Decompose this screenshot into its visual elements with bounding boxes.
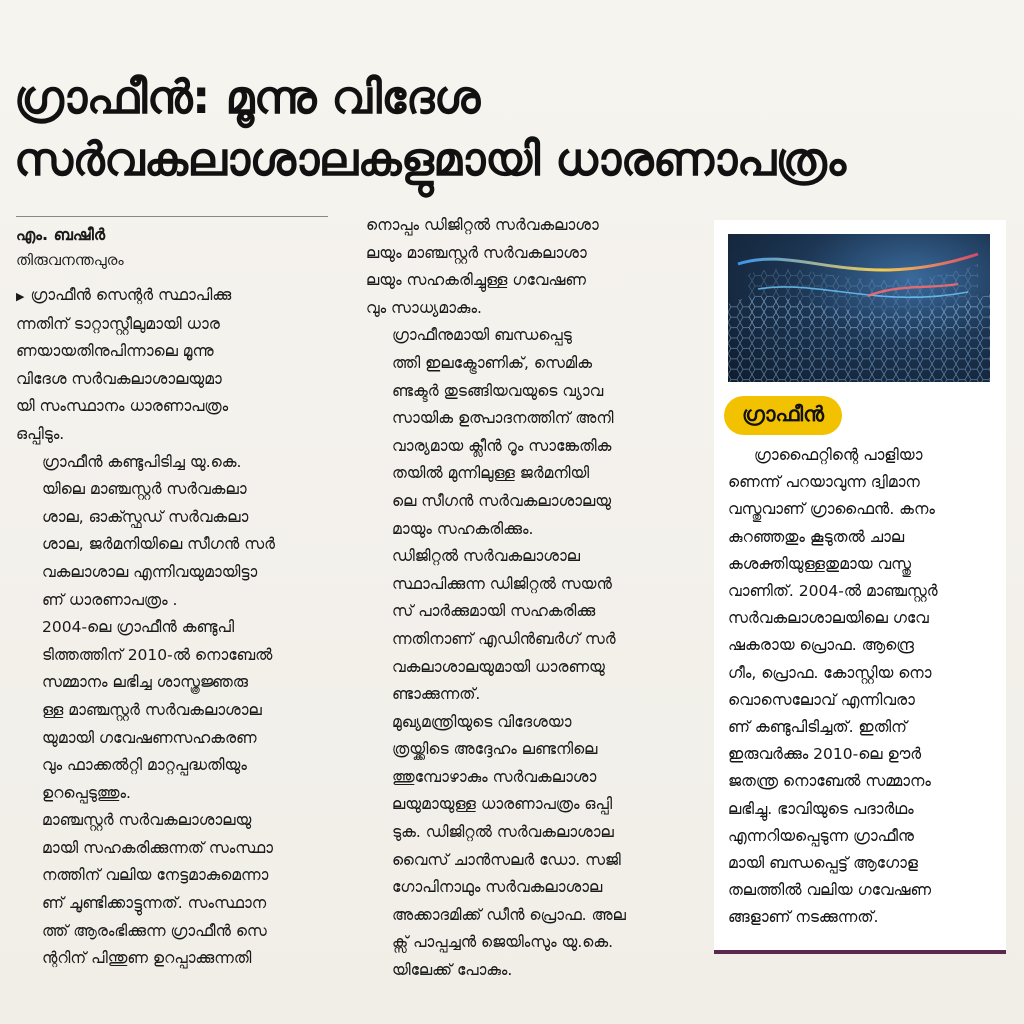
paragraph	[366, 543, 688, 709]
text-line: വൈസ് ചാൻസലർ ഡോ. സജി	[392, 850, 621, 869]
text-line: ണ്ടാക്കുന്നത്.	[392, 685, 481, 704]
text-line: ണ്ടക്ടർ തുടങ്ങിയവയുടെ വ്യാവ	[392, 381, 604, 400]
text-line: ങ്ങളാണ് നടക്കുന്നത്.	[728, 908, 879, 927]
text-line: സായിക ഉത്പാദനത്തിന് അനി	[392, 409, 614, 428]
text-line: വിദേശ സർവകലാശാലയുമാ	[16, 369, 222, 388]
text-line: ത്തി ഇലക്ട്രോണിക്, സെമിക	[392, 353, 593, 372]
text-line: ടിത്തത്തിന് 2010-ൽ നൊബേൽ	[42, 645, 273, 664]
text-line: യുമായി ഗവേഷണസഹകരണ	[42, 728, 257, 747]
text-line: ണയായതിനുപിന്നാലെ മൂന്നു	[16, 342, 214, 361]
text-line: ത്രയ്ക്കിടെ അദ്ദേഹം ലണ്ടനിലെ	[392, 740, 598, 759]
text-line: ▶ ഗ്രാഫീൻ സെന്റർ സ്ഥാപിക്കു	[16, 286, 232, 304]
text-line: ണ് കണ്ടുപിടിച്ചത്. ഇതിന്	[728, 718, 907, 737]
text-line: സ് പാർക്കുമായി സഹകരിക്കു	[392, 602, 596, 621]
text-line: അക്കാദമിക്ക് ഡീൻ പ്രൊഫ. അല	[392, 905, 626, 924]
article-column-2	[366, 212, 688, 985]
text-line: കശക്തിയുള്ളതുമായ വസ്തു	[728, 554, 912, 573]
text-line: മുഖ്യമന്ത്രിയുടെ വിദേശയാ	[392, 712, 572, 731]
text-line: നത്തിന് വലിയ നേട്ടമാകുമെന്നാ	[42, 866, 269, 885]
text-line: ടുക. ഡിജിറ്റൽ സർവകലാശാല	[392, 823, 614, 842]
text-line: വൊസെലോവ് എന്നിവരാ	[728, 690, 915, 709]
text-line: യിലെ മാഞ്ചസ്റ്റർ സർവകലാ	[42, 480, 247, 499]
text-line: ണെന്ന് പറയാവുന്ന ദ്വിമാന	[728, 473, 920, 492]
bullet-icon: ▶	[16, 290, 25, 303]
headline-line-2: സർവകലാശാലകളുമായി ധാരണാപത്രം	[14, 132, 846, 186]
paragraph	[366, 322, 688, 543]
text-line: ഗ്രാഫീനുമായി ബന്ധപ്പെടു	[392, 326, 572, 345]
text-line: ലെ സീഗൻ സർവകലാശാലയു	[392, 491, 612, 510]
text-line: വാണിത്. 2004-ൽ മാഞ്ചസ്റ്റർ	[728, 582, 938, 601]
graphene-lattice-image	[728, 234, 990, 382]
text-line: വും ഫാക്കൽറ്റി മാറ്റപ്പദ്ധതിയും	[42, 756, 247, 775]
text-line: ന്നതിനാണ് എഡിൻബർഗ് സർ	[392, 629, 616, 648]
text-line: വകലാശാല എന്നിവയുമായിട്ടാ	[42, 562, 258, 581]
text-line: ശാല, ജർമനിയിലെ സീഗൻ സർ	[42, 535, 275, 554]
text-line: സർവകലാശാലയിലെ ഗവേ	[728, 609, 929, 628]
text-line: യിലേക്ക് പോകും.	[392, 961, 513, 980]
text-line: ഗീം, പ്രൊഫ. കോസ്റ്റിയ നൊ	[728, 663, 932, 682]
text-line: ലയും സഹകരിച്ചുള്ള ഗവേഷണ	[366, 271, 586, 290]
text-line: ള്ള മാഞ്ചസ്റ്റർ സർവകലാശാല	[42, 700, 262, 719]
paragraph	[16, 807, 338, 973]
text-line: ലഭിച്ചു. ഭാവിയുടെ പദാർഥം	[728, 799, 914, 818]
text-line: മായി സഹകരിക്കുന്നത് സംസ്ഥാ	[42, 838, 274, 857]
text-line: മായും സഹകരിക്കും.	[392, 519, 534, 538]
text-line: തലത്തിൽ വലിയ ഗവേഷണ	[728, 881, 932, 900]
paragraph	[366, 212, 688, 322]
text-line: സ്ഥാപിക്കുന്ന ഡിജിറ്റൽ സയൻ	[392, 574, 612, 593]
dateline: തിരുവനന്തപുരം	[16, 251, 124, 269]
sidebar-text	[728, 442, 1000, 932]
text-line: ണ് ധാരണാപത്രം .	[42, 590, 178, 609]
article-column-1	[16, 208, 338, 973]
text-line: വും സാധ്യമാകും.	[366, 298, 482, 317]
text-line: ഡിജിറ്റൽ സർവകലാശാല	[392, 547, 580, 566]
text-line: നൊപ്പം ഡിജിറ്റൽ സർവകലാശാ	[366, 216, 599, 234]
text-line: ണ് ചൂണ്ടിക്കാട്ടുന്നത്. സംസ്ഥാന	[42, 894, 267, 913]
text-line: ഇരുവർക്കും 2010-ലെ ഊർ	[728, 745, 922, 764]
text-line: 2004-ലെ ഗ്രാഫീൻ കണ്ടുപി	[42, 618, 235, 637]
text-line: ക്സ് പാപ്പച്ചൻ ജെയിംസും യു.കെ.	[392, 933, 614, 952]
text-line: ലയും മാഞ്ചസ്റ്റർ സർവകലാശാ	[366, 243, 587, 262]
text-line: ഗോപിനാഥും സർവകലാശാല	[392, 878, 603, 897]
text-line: ഗ്രാഫൈറ്റിന്റെ പാളിയാ	[754, 446, 923, 464]
text-line: ഷകരായ പ്രൊഫ. ആന്ദ്രെ	[728, 636, 914, 655]
headline	[14, 66, 1004, 190]
paragraph	[16, 614, 338, 807]
text-line: മാഞ്ചസ്റ്റർ സർവകലാശാലയു	[42, 811, 252, 830]
text-line: ത്ത് ആരംഭിക്കുന്ന ഗ്രാഫീൻ സെ	[42, 921, 267, 940]
paragraph	[16, 449, 338, 615]
text-line: ശാല, ഓക്സ്ഫഡ് സർവകലാ	[42, 507, 249, 526]
text-line: ഒപ്പിടും.	[16, 424, 65, 443]
text-line: എന്നറിയപ്പെടുന്ന ഗ്രാഫീനു	[728, 826, 914, 845]
graphene-lattice-graphic	[728, 234, 990, 382]
text-line: സമ്മാനം ലഭിച്ച ശാസ്ത്രജ്ഞരു	[42, 673, 248, 692]
headline-line-1: ഗ്രാഫീൻ: മൂന്നു വിദേശ	[14, 70, 480, 124]
text-line: വാര്യമായ ക്ലീൻ റൂം സാങ്കേതിക	[392, 436, 612, 455]
text-line: ജതന്ത്ര നൊബേൽ സമ്മാനം	[728, 772, 931, 791]
paragraph	[16, 282, 338, 449]
byline: എം. ബഷീർ	[16, 225, 106, 244]
text-line: ലയുമായുള്ള ധാരണാപത്രം ഒപ്പി	[392, 795, 613, 814]
text-line: വസ്തുവാണ് ഗ്രാഫൈൻ. കനം	[728, 500, 935, 519]
text-line: ത്തുമ്പോഴാകും സർവകലാശാ	[392, 767, 597, 786]
graphene-sidebar	[714, 220, 1006, 954]
text-line: കുറഞ്ഞതും കൂടുതൽ ചാല	[728, 527, 905, 546]
text-line: വകലാശാലയുമായി ധാരണയു	[392, 657, 605, 676]
text-line: ഗ്രാഫീൻ കണ്ടുപിടിച്ച യു.കെ.	[42, 452, 242, 471]
text-line: ന്നതിന് ടാറ്റാസ്റ്റീലുമായി ധാര	[16, 314, 220, 333]
text-line: തയിൽ മുന്നിലുള്ള ജർമനിയി	[392, 464, 590, 483]
text-line: ന്ററിന് പിന്തുണ ഉറപ്പാക്കുന്നതി	[42, 949, 252, 968]
text-line: ഉറപ്പെടുത്തും.	[42, 783, 131, 802]
paragraph	[366, 709, 688, 985]
text-line: മായി ബന്ധപ്പെട്ട് ആഗോള	[728, 854, 918, 873]
text-line: യി സംസ്ഥാനം ധാരണാപത്രം	[16, 397, 229, 416]
sidebar-label: ഗ്രാഫീൻ	[724, 396, 842, 435]
